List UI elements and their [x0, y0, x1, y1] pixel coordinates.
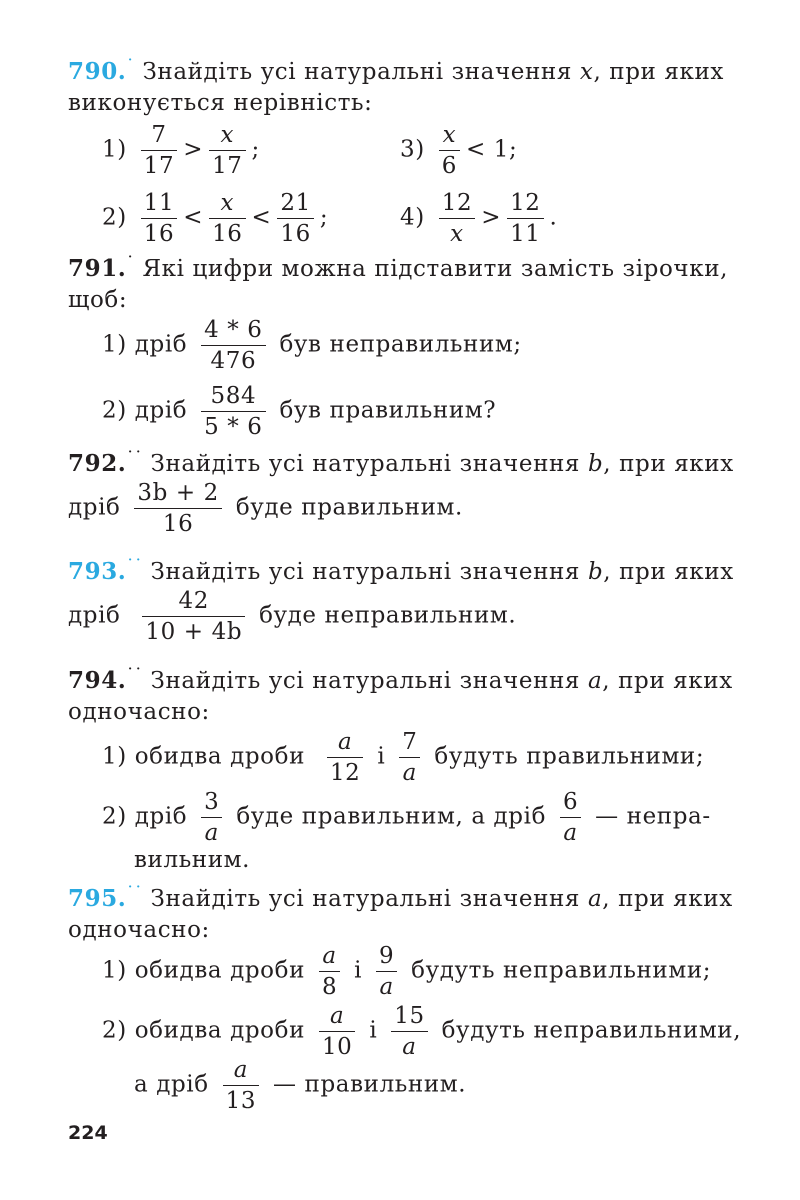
task-item: 4) $\frac{12}{x}$ > $\frac{12}{11}$ .: [400, 190, 558, 247]
problem-number: 792.: [68, 450, 127, 477]
page-number: 224: [68, 1122, 108, 1144]
problem-number: 791.: [68, 255, 127, 282]
task-item: 1) $\frac{7}{17}$ > $\frac{x}{17}$ ;: [102, 122, 260, 179]
task-item: 3) $\frac{x}{6}$ < 1;: [400, 122, 518, 179]
textbook-page: 790.˙ Знайдіть усі натуральні значення x, при яких виконується нерівність: 1) $\frac{7}{17}$ > $\frac{x}{17}$ ; 3) $\frac{x}{6}$ < 1; 2) $\frac{11}{16}$ < $\frac{x}{16}$ < $\frac{21}{16}$ ; 4) $\frac{12}{x}$ > $\frac{12}{11}$ . 791.˙ Які цифри можна підставити замість зірочки, щоб: 1) дріб $\frac{4 * 6}{476}$ був неправильним; 2) дріб $\frac{584}{5 * 6}$ був правильним? 792.˙˙ Знайдіть усі натуральні значення b, при яких дріб $\frac{3b + 2}{16}$ буде правильним. 793.˙˙ Знайдіть усі натуральні значення b, при яких дріб $\frac{42}{10 + 4b}$ буде неправильним. 794.˙˙ Знайдіть усі натуральні значення a, при яких одночасно: 1) обидва дроби $\frac{a}{12}$ і $\frac{7}{a}$ будуть правильними; 2) дріб $\frac{3}{a}$ буде правильним, а дріб $\frac{6}{a}$ — непра- вильним. 795.˙˙ Знайдіть усі натуральні значення a, при яких одночасно: 1) обидва дроби $\frac{a}{8}$ і $\frac{9}{a}$ будуть неправильними; 2) обидва дроби $\frac{a}{10}$ і $\frac{15}{a}$ будуть неправильними, а дріб $\frac{a}{13}$ — правильним. 224: [68, 56, 742, 1144]
task-item: а дріб $\frac{a}{13}$ — правильним.: [134, 1057, 467, 1114]
task-item: 1) обидва дроби $\frac{a}{8}$ і $\frac{9}{a}$ будуть неправильними;: [102, 943, 712, 1000]
task-item: дріб $\frac{42}{10 + 4b}$ буде неправильним.: [68, 588, 517, 645]
difficulty-mark: ˙˙: [126, 665, 143, 683]
difficulty-mark: ˙: [126, 56, 135, 74]
task-item: 1) дріб $\frac{4 * 6}{476}$ був неправильним;: [102, 317, 522, 374]
task-item: 2) дріб $\frac{3}{a}$ буде правильним, а дріб $\frac{6}{a}$ — непра-: [102, 789, 711, 846]
difficulty-mark: ˙: [126, 253, 135, 271]
task-item: 2) дріб $\frac{584}{5 * 6}$ був правильним?: [102, 383, 497, 440]
task-item: 2) обидва дроби $\frac{a}{10}$ і $\frac{15}{a}$ будуть неправильними,: [102, 1003, 742, 1060]
difficulty-mark: ˙˙: [126, 448, 143, 466]
task-item: 2) $\frac{11}{16}$ < $\frac{x}{16}$ < $\frac{21}{16}$ ;: [102, 190, 329, 247]
problem-number: 795.: [68, 885, 127, 912]
difficulty-mark: ˙˙: [126, 883, 143, 901]
problem-number: 794.: [68, 667, 127, 694]
difficulty-mark: ˙˙: [126, 556, 143, 574]
task-item: дріб $\frac{3b + 2}{16}$ буде правильним.: [68, 480, 463, 537]
problem-number: 790.: [68, 58, 127, 85]
task-item: 1) обидва дроби $\frac{a}{12}$ і $\frac{7}{a}$ будуть правильними;: [102, 729, 705, 786]
problem-number: 793.: [68, 558, 127, 585]
